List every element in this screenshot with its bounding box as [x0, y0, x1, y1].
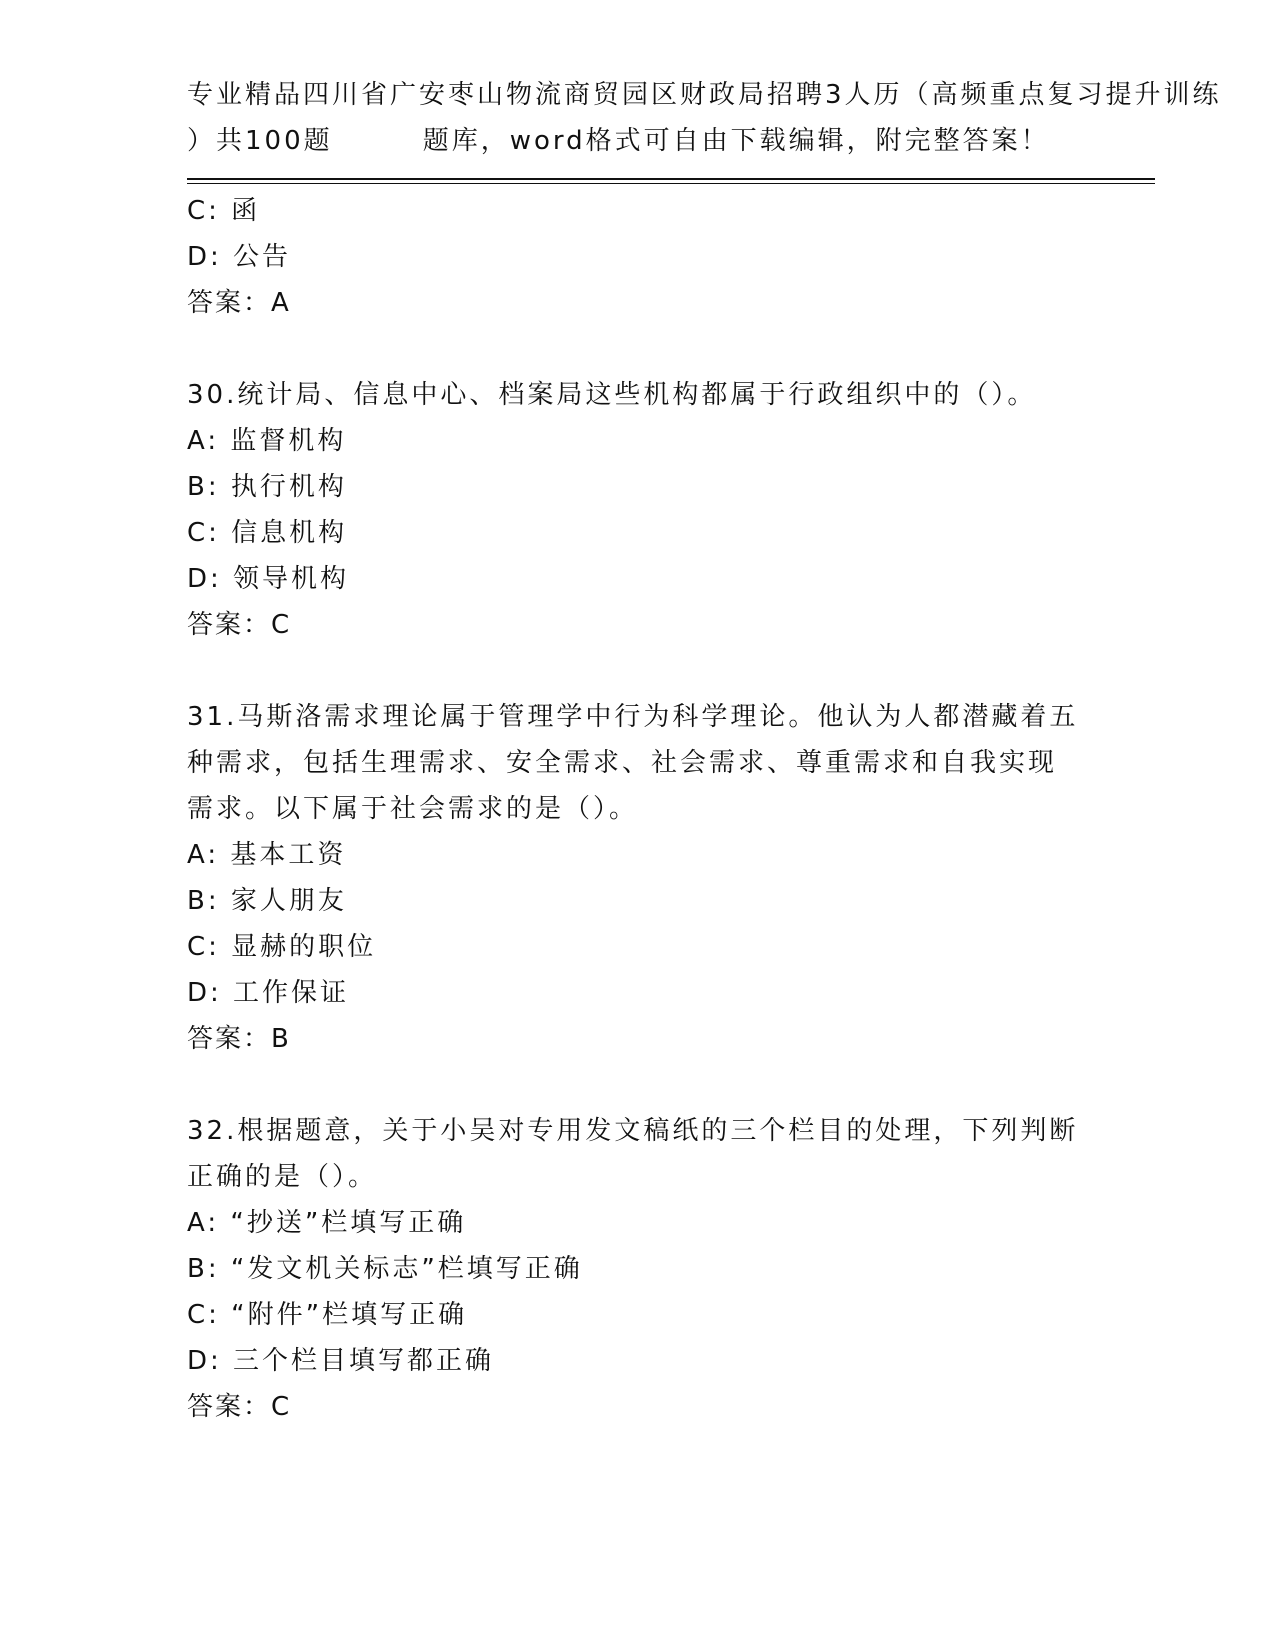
- option-d: D: 领导机构: [187, 564, 350, 594]
- option-b: B: “发文机关标志”栏填写正确: [187, 1254, 583, 1284]
- option-a: A: 基本工资: [187, 840, 347, 870]
- option-d: D: 公告: [187, 242, 292, 272]
- question-block-29: [187, 188, 1087, 326]
- option-c: C: 显赫的职位: [187, 932, 377, 962]
- question-block-31: [187, 694, 1087, 1062]
- question-text: 种需求，包括生理需求、安全需求、社会需求、尊重需求和自我实现: [187, 748, 1058, 778]
- header-title-line-1: 专业精品四川省广安枣山物流商贸园区财政局招聘3人历（高频重点复习提升训练: [187, 80, 1222, 110]
- answer-line: 答案：A: [187, 288, 291, 318]
- question-block-30: [187, 372, 1087, 648]
- document-body: [187, 188, 1087, 1430]
- question-block-32: [187, 1108, 1087, 1430]
- question-text: 31.马斯洛需求理论属于管理学中行为科学理论。他认为人都潜藏着五: [187, 702, 1079, 732]
- answer-line: 答案：B: [187, 1024, 291, 1054]
- header-divider-thick: [187, 178, 1155, 180]
- spacer: [187, 326, 1087, 372]
- header-title-line-2: ）共100题 题库，word格式可自由下载编辑，附完整答案！: [187, 126, 1050, 156]
- option-d: D: 工作保证: [187, 978, 350, 1008]
- document-header: [187, 72, 1222, 164]
- option-d: D: 三个栏目填写都正确: [187, 1346, 495, 1376]
- option-c: C: 函: [187, 196, 261, 226]
- answer-line: 答案：C: [187, 610, 292, 640]
- option-b: B: 执行机构: [187, 472, 347, 502]
- question-text: 30.统计局、信息中心、档案局这些机构都属于行政组织中的（）。: [187, 380, 1037, 410]
- option-b: B: 家人朋友: [187, 886, 347, 916]
- option-c: C: 信息机构: [187, 518, 348, 548]
- answer-line: 答案：C: [187, 1392, 292, 1422]
- option-a: A: 监督机构: [187, 426, 347, 456]
- spacer: [187, 1062, 1087, 1108]
- question-text: 32.根据题意，关于小吴对专用发文稿纸的三个栏目的处理，下列判断: [187, 1116, 1079, 1146]
- option-c: C: “附件”栏填写正确: [187, 1300, 468, 1330]
- question-text: 需求。以下属于社会需求的是（）。: [187, 794, 639, 824]
- spacer: [187, 648, 1087, 694]
- header-divider-thin: [187, 183, 1155, 184]
- question-text: 正确的是（）。: [187, 1162, 378, 1192]
- option-a: A: “抄送”栏填写正确: [187, 1208, 467, 1238]
